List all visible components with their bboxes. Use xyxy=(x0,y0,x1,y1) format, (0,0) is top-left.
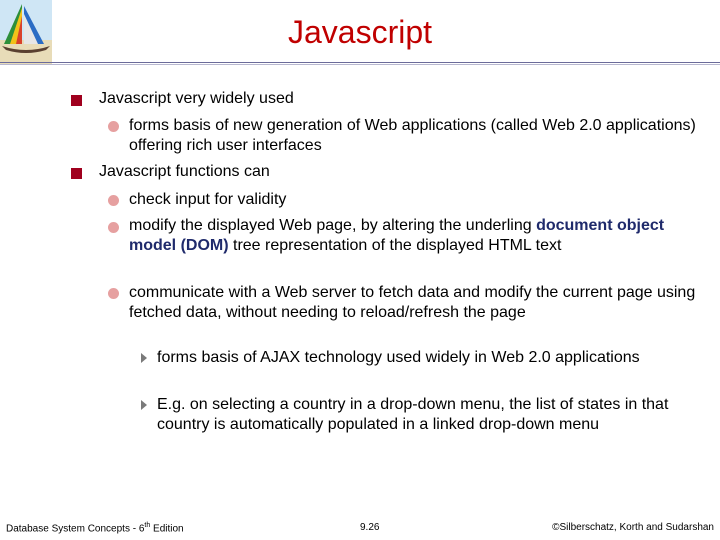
square-bullet-icon xyxy=(71,168,82,179)
round-bullet-icon xyxy=(108,121,119,132)
round-bullet-icon xyxy=(108,288,119,299)
bullet-1: Javascript very widely used xyxy=(99,90,294,107)
bullet-2-3-1: forms basis of AJAX technology used widely in Web 2.0 applications xyxy=(157,349,640,366)
round-bullet-icon xyxy=(108,222,119,233)
bullet-2-3: communicate with a Web server to fetch data and modify the current page using fetched data, without needing to reload/refresh the page xyxy=(129,284,696,321)
bullet-1-1: forms basis of new generation of Web applications (called Web 2.0 applications) offering rich user interfaces xyxy=(129,117,696,154)
bullet-2: Javascript functions can xyxy=(99,163,270,180)
dom-term: document object model (DOM) xyxy=(129,217,665,254)
bullet-2-3-2: E.g. on selecting a country in a drop-down menu, the list of states in that country is automatically populated in a linked drop-down menu xyxy=(157,396,669,433)
bullet-2-2 xyxy=(129,216,699,255)
arrow-bullet-icon xyxy=(141,353,147,363)
footer-page-number: 9.26 xyxy=(360,522,380,533)
footer-edition-sup: th xyxy=(144,522,151,529)
footer-copyright: ©Silberschatz, Korth and Sudarshan xyxy=(552,522,714,533)
arrow-bullet-icon xyxy=(141,400,147,410)
slide-title: Javascript xyxy=(287,14,433,50)
footer-book-title xyxy=(6,522,184,534)
bullet-2-2-text-b: tree representation of the displayed HTML text xyxy=(233,236,562,254)
footer-book-title-text: Database System Concepts - 6 xyxy=(6,523,145,535)
round-bullet-icon xyxy=(108,195,119,206)
bullet-2-2-text-a: modify the displayed Web page, by altering the underling xyxy=(129,217,532,234)
footer-book-title-suffix: Edition xyxy=(150,523,184,535)
square-bullet-icon xyxy=(71,95,82,106)
bullet-2-1: check input for validity xyxy=(129,191,287,208)
